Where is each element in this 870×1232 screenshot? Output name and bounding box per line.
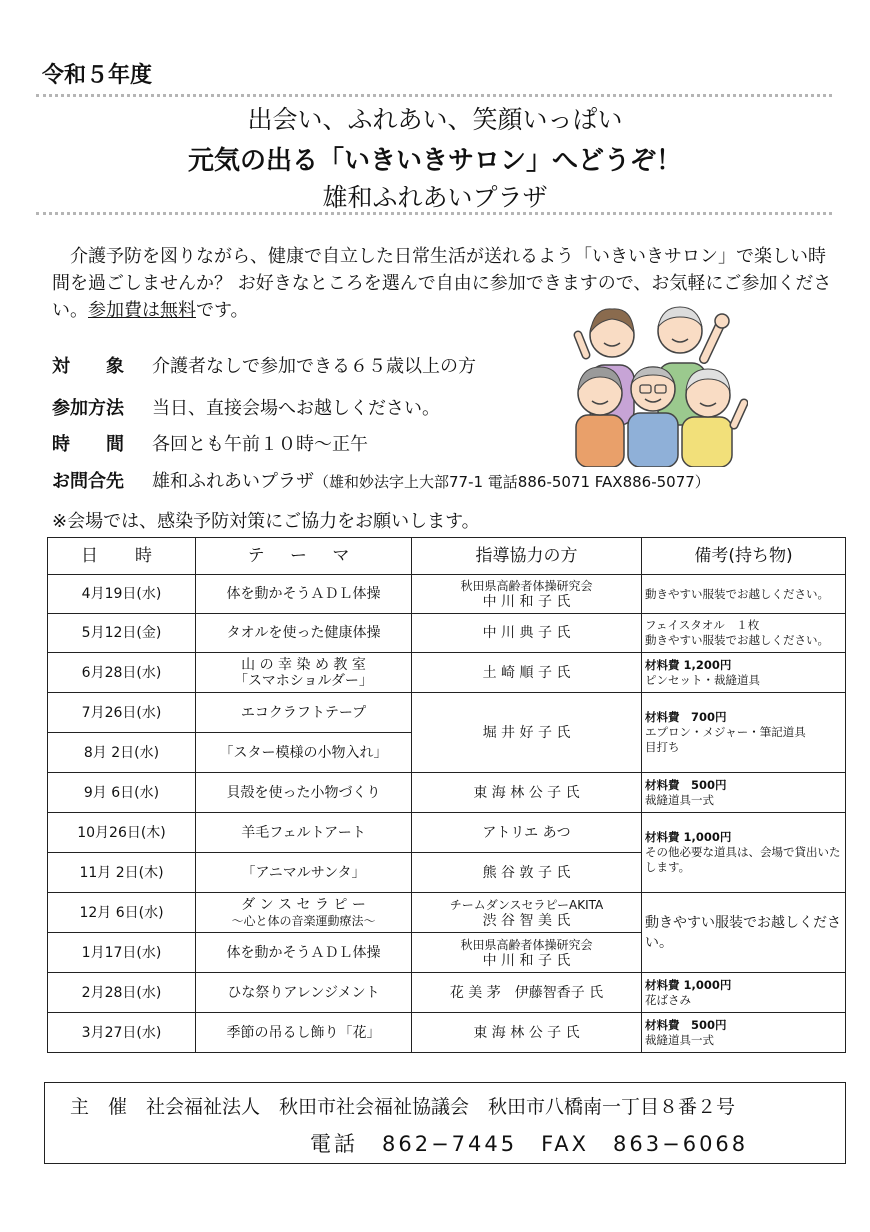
row-instructor: 東 海 林 公 子 氏 [412,1013,642,1053]
info-target-label: 対 象 [52,356,124,377]
table-row [48,893,846,933]
row-theme: ひな祭りアレンジメント [196,973,412,1013]
info-target-value: 介護者なしで参加できる６５歳以上の方 [152,356,476,377]
row-date: 5月12日(金) [48,614,196,653]
row-date: 4月19日(水) [48,575,196,614]
table-row [48,973,846,1013]
info-contact [52,467,710,493]
title-line3: 雄和ふれあいプラザ [322,183,548,212]
row-instructor: チームダンスセラピーAKITA 渋 谷 智 美 氏 [412,893,642,933]
row-instructor: 土 崎 順 子 氏 [412,653,642,693]
row-notes: 材料費 1,000円 花ばさみ [642,973,846,1013]
row-theme: 羊毛フェルトアート [196,813,412,853]
table-row [48,575,846,614]
row-date: 9月 6日(水) [48,773,196,813]
divider-top [36,94,832,97]
footer-phone: 電話 862−7445 FAX 863−6068 [310,1132,749,1156]
row-date: 7月26日(水) [48,693,196,733]
row-theme-second: 「アニマルサンタ」 [196,853,412,893]
row-instructor: 秋田県高齢者体操研究会 中 川 和 子 氏 [412,933,642,973]
title-line2: 元気の出る「いきいきサロン」へどうぞ！ [187,146,682,176]
group-of-seniors-illustration [572,295,748,467]
row-date: 3月27日(水) [48,1013,196,1053]
table-header-row [48,538,846,575]
row-notes: フェイスタオル １枚 動きやすい服装でお越しください。 [642,614,846,653]
row-theme: 体を動かそうＡＤＬ体操 [196,933,412,973]
info-time-value: 各回とも午前１０時～正午 [152,434,368,455]
footer-organizer: 主 催 社会福祉法人 秋田市社会福祉協議会 秋田市八橋南一丁目８番２号 [70,1096,736,1118]
row-date: 6月28日(水) [48,653,196,693]
info-time-label: 時 間 [52,434,124,455]
row-instructor: 堀 井 好 子 氏 [412,693,642,773]
header-instructor: 指導協力の方 [412,538,642,575]
info-method-label: 参加方法 [52,398,124,419]
table-row [48,1013,846,1053]
info-method [52,394,440,420]
title-line1: 出会い、ふれあい、笑顔いっぱい [247,105,623,134]
row-theme: ダ ン ス セ ラ ピ ー ～心と体の音楽運動療法～ [196,893,412,933]
row-theme: 季節の吊るし飾り「花」 [196,1013,412,1053]
row-theme: 山 の 幸 染 め 教 室 「スマホショルダー」 [196,653,412,693]
fiscal-year: 令和５年度 [42,63,153,88]
table-row [48,693,846,733]
divider-bottom [36,212,832,215]
info-method-value: 当日、直接会場へお越しください。 [152,398,440,419]
row-theme: タオルを使った健康体操 [196,614,412,653]
header-theme: テ ー マ [196,538,412,575]
fee-text: 参加費は無料 [88,300,196,321]
info-contact-detail: （雄和妙法字上大部77-1 電話886-5071 FAX886-5077） [314,473,710,491]
row-theme-second: 「スター模様の小物入れ」 [196,733,412,773]
row-notes: 動きやすい服装でお越しください。 [642,575,846,614]
header-date: 日 時 [48,538,196,575]
info-target [52,352,476,378]
info-contact-value: 雄和ふれあいプラザ [152,471,314,492]
row-instructor: アトリエ あつ [412,813,642,853]
row-instructor: 中 川 典 子 氏 [412,614,642,653]
intro-text: 介護予防を図りながら、健康で自立した日常生活が送れるよう「いきいきサロン」で楽しい時間を過ごしませんか？ お好きなところを選んで自由に参加できますので、お気軽にご参加ください。 [52,246,832,321]
row-instructor-second: 熊 谷 敦 子 氏 [412,853,642,893]
info-contact-label: お問合先 [52,471,124,492]
row-date: 2月28日(水) [48,973,196,1013]
row-theme: エコクラフトテープ [196,693,412,733]
table-row [48,614,846,653]
row-notes: 材料費 500円 裁縫道具一式 [642,773,846,813]
table-row [48,813,846,853]
fee-suffix: です。 [196,300,249,321]
row-date: 10月26日(木) [48,813,196,853]
table-row [48,773,846,813]
row-date: 1月17日(水) [48,933,196,973]
row-notes: 材料費 500円 裁縫道具一式 [642,1013,846,1053]
row-notes: 動きやすい服装でお越しください。 [642,893,846,973]
table-row [48,653,846,693]
row-instructor: 東 海 林 公 子 氏 [412,773,642,813]
row-date-second: 8月 2日(水) [48,733,196,773]
row-date: 12月 6日(水) [48,893,196,933]
info-time [52,430,368,456]
row-instructor: 花 美 茅 伊藤智香子 氏 [412,973,642,1013]
row-theme: 体を動かそうＡＤＬ体操 [196,575,412,614]
row-date-second: 11月 2日(木) [48,853,196,893]
row-notes: 材料費 1,000円 その他必要な道具は、会場で貸出いたします。 [642,813,846,893]
notice: ※会場では、感染予防対策にご協力をお願いします。 [52,511,480,532]
row-notes: 材料費 700円 エプロン・メジャー・筆記道具 目打ち [642,693,846,773]
schedule-table [47,537,846,1053]
row-notes: 材料費 1,200円 ピンセット・裁縫道具 [642,653,846,693]
row-instructor: 秋田県高齢者体操研究会 中 川 和 子 氏 [412,575,642,614]
header-notes: 備考(持ち物) [642,538,846,575]
row-theme: 貝殻を使った小物づくり [196,773,412,813]
